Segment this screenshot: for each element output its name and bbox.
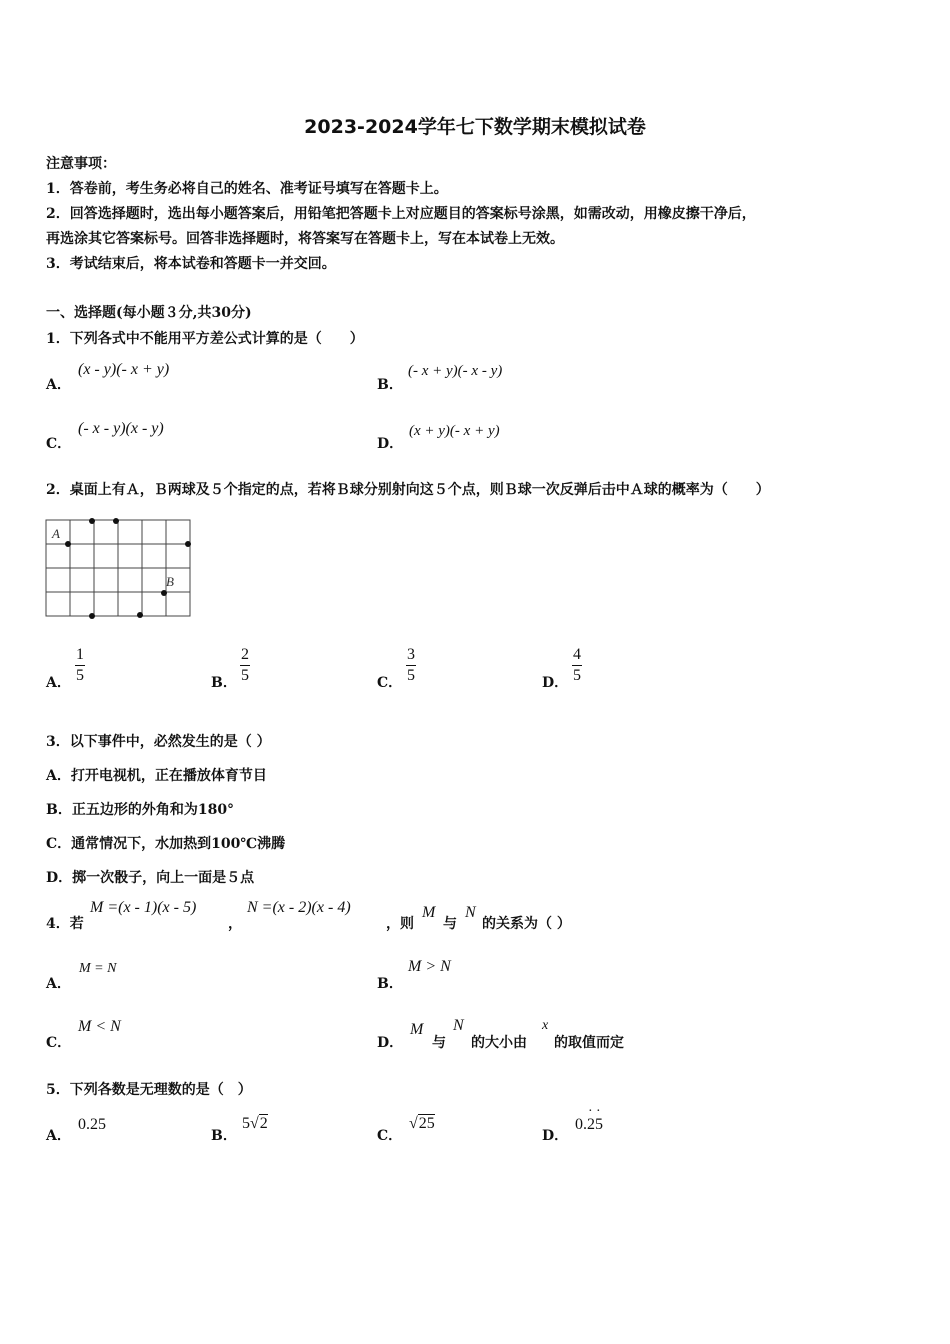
q1-stem: 1．下列各式中不能用平方差公式计算的是（ ） — [46, 331, 364, 347]
q4-prefix: 4．若 — [46, 916, 84, 932]
q4-option-a-expr: M = N — [79, 961, 117, 976]
q1-option-c-expr: (- x - y)(x - y) — [78, 420, 164, 437]
ball-b-label: B — [166, 574, 174, 589]
q5-option-a-value: 0.25 — [78, 1116, 106, 1133]
q4-option-d-end: 的取值而定 — [554, 1035, 624, 1051]
notice-item-2: 2．回答选择题时，选出每小题答案后，用铅笔把答题卡上对应题目的答案标号涂黑，如需改动，用橡皮擦干净后， — [46, 206, 756, 222]
notice-item-1: 1．答卷前，考生务必将自己的姓名、准考证号填写在答题卡上。 — [46, 181, 448, 197]
q5-option-d-repeating-decimal: 0.· 2· 5 — [575, 1116, 603, 1134]
q5-option-d-label: D． — [542, 1128, 569, 1144]
q1-option-c-label: C． — [46, 436, 72, 452]
q2-option-a-label: A． — [46, 675, 71, 691]
q4-then: ，则 — [386, 916, 414, 932]
q4-option-c-label: C． — [46, 1035, 72, 1051]
q3-option-d: D．掷一次骰子，向上一面是５点 — [46, 870, 255, 886]
q3-option-b: B．正五边形的外角和为180° — [46, 802, 235, 818]
q1-option-a-label: A． — [46, 377, 71, 393]
page-title: 2023-2024学年七下数学期末模拟试卷 — [304, 116, 646, 138]
q5-option-b-radical: 5√2 — [242, 1115, 268, 1132]
q5-option-b-label: B． — [211, 1128, 237, 1144]
q4-option-b-expr: M > N — [408, 958, 451, 975]
q4-suffix: 的关系为（ ） — [482, 916, 571, 932]
q2-option-d-label: D． — [542, 675, 569, 691]
q5-option-c-radical: √25 — [409, 1115, 435, 1132]
q1-option-d-label: D． — [377, 436, 404, 452]
q4-option-d-n: N — [453, 1017, 464, 1034]
q1-option-d-expr: (x + y)(- x + y) — [409, 423, 500, 439]
q4-m-expression: M =(x - 1)(x - 5) — [90, 899, 197, 916]
q2-option-a-fraction: $\frac{1}{5}$ — [76, 646, 84, 684]
q2-option-c-fraction: $\frac{3}{5}$ — [407, 646, 415, 684]
q2-stem: 2．桌面上有Ａ，Ｂ两球及５个指定的点，若将Ｂ球分别射向这５个点，则Ｂ球一次反弹后击中Ａ球的概率为（ ） — [46, 482, 770, 498]
q4-option-c-expr: M < N — [78, 1018, 121, 1035]
q4-m-symbol: M — [422, 904, 436, 921]
q4-n-expression: N =(x - 2)(x - 4) — [247, 899, 351, 916]
q1-option-b-expr: (- x + y)(- x - y) — [408, 363, 503, 379]
q4-option-d-m: M — [410, 1021, 424, 1038]
q2-option-d-fraction: $\frac{4}{5}$ — [573, 646, 581, 684]
q4-option-d-label: D． — [377, 1035, 404, 1051]
q4-option-d-x: x — [542, 1018, 549, 1033]
q2-option-b-fraction: $\frac{2}{5}$ — [241, 646, 249, 684]
q5-stem: 5．下列各数是无理数的是（ ） — [46, 1082, 252, 1098]
billiard-grid-figure — [44, 516, 196, 622]
q2-option-c-label: C． — [377, 675, 403, 691]
q4-comma: ， — [228, 916, 242, 932]
notice-item-2-cont: 再选涂其它答案标号。回答非选择题时，将答案写在答题卡上，写在本试卷上无效。 — [46, 231, 564, 247]
q1-option-a-expr: (x - y)(- x + y) — [78, 361, 170, 378]
q5-option-a-label: A． — [46, 1128, 71, 1144]
notice-heading: 注意事项： — [46, 156, 116, 172]
q3-option-a: A．打开电视机，正在播放体育节目 — [46, 768, 267, 784]
section-heading: 一、选择题(每小题３分,共30分) — [46, 305, 252, 321]
q1-option-b-label: B． — [377, 377, 403, 393]
q4-option-b-label: B． — [377, 976, 403, 992]
q2-option-b-label: B． — [211, 675, 237, 691]
q4-option-d-yu: 与 — [432, 1035, 446, 1051]
notice-item-3: 3．考试结束后，将本试卷和答题卡一并交回。 — [46, 256, 336, 272]
q4-option-d-mid: 的大小由 — [471, 1035, 527, 1051]
q3-option-c: C．通常情况下，水加热到100℃沸腾 — [46, 836, 286, 852]
q5-option-c-label: C． — [377, 1128, 403, 1144]
q4-n-symbol: N — [465, 904, 476, 921]
q4-option-a-label: A． — [46, 976, 71, 992]
q3-stem: 3．以下事件中，必然发生的是（ ） — [46, 734, 271, 750]
ball-a-label: A — [52, 526, 60, 541]
q4-yu: 与 — [443, 916, 457, 932]
